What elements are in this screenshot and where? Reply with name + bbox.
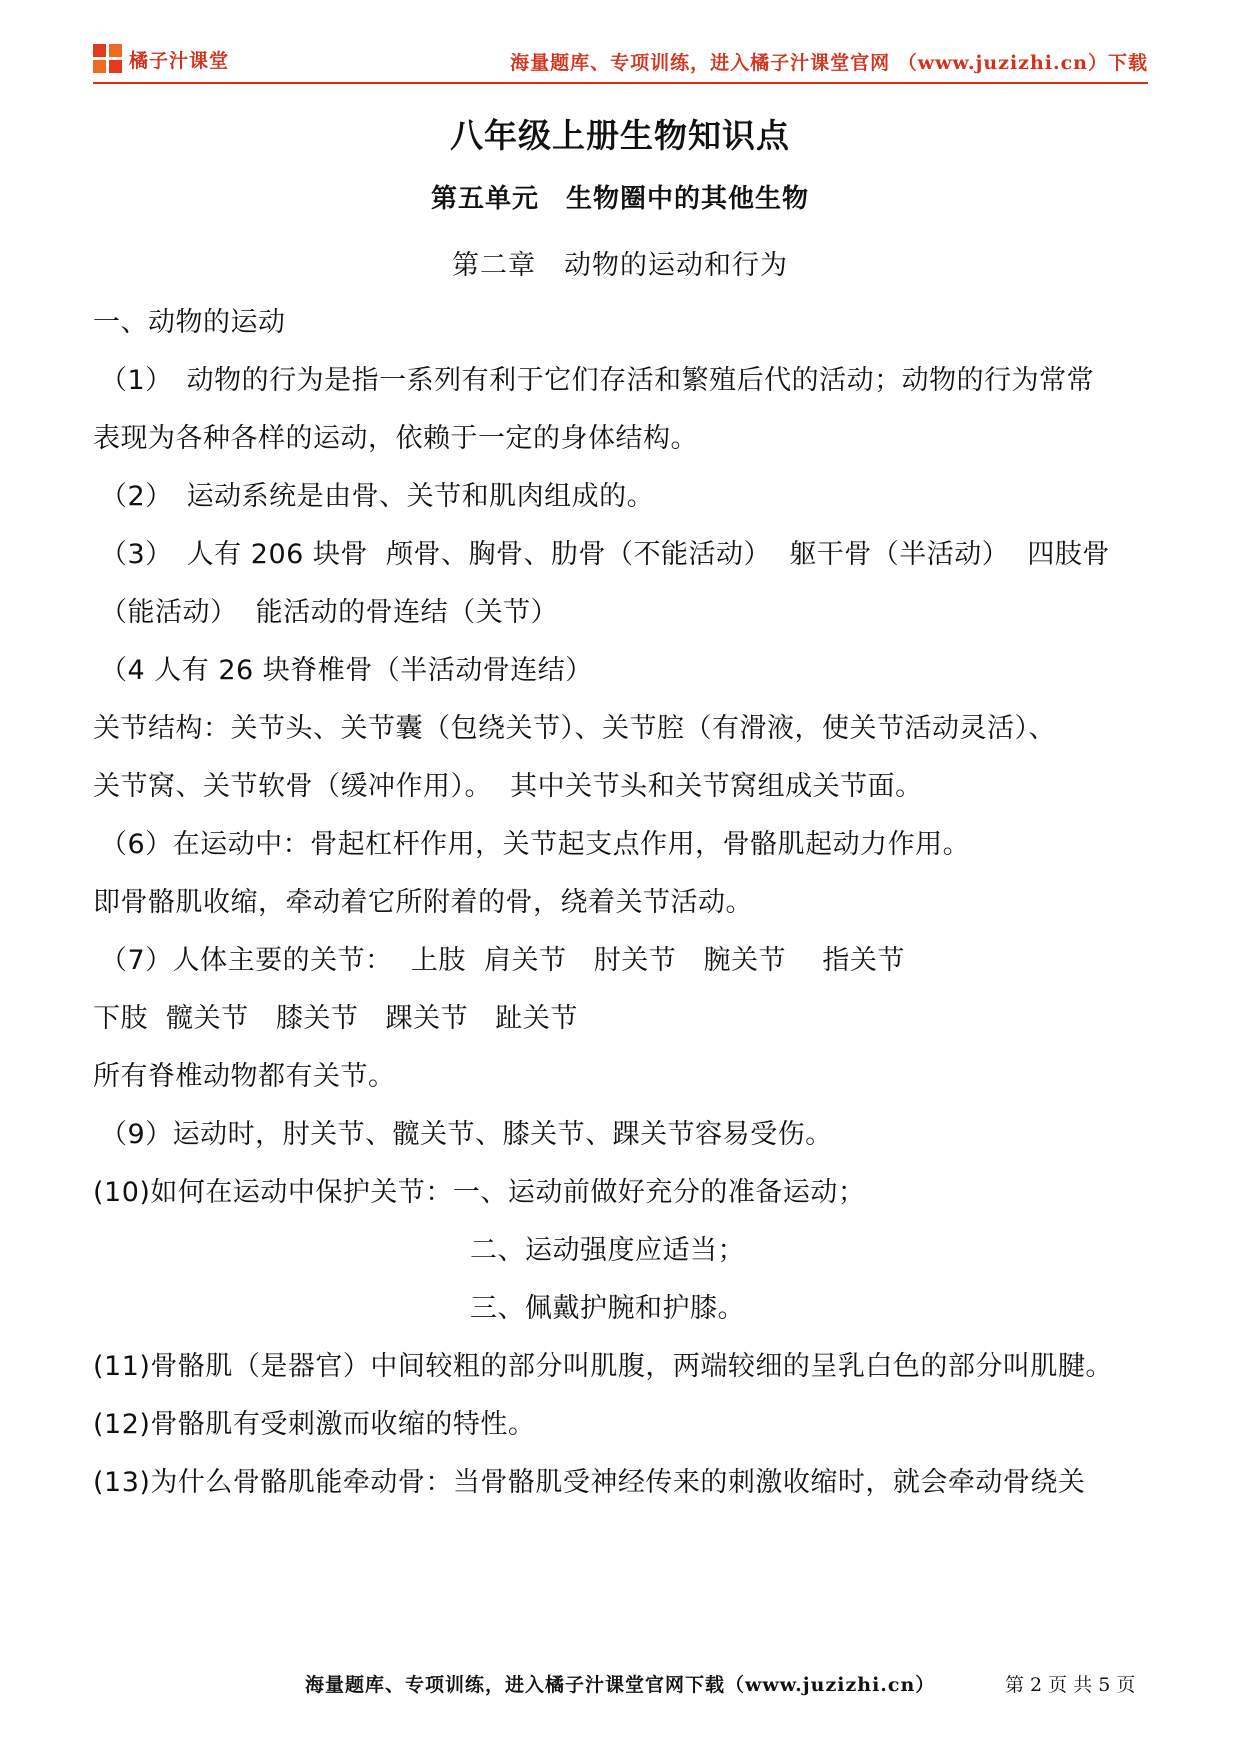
text-line: （4 人有 26 块脊椎骨（半活动骨连结） <box>100 655 593 686</box>
document-title: 八年级上册生物知识点 <box>450 116 790 155</box>
text-line: 表现为各种各样的运动，依赖于一定的身体结构。 <box>93 423 698 454</box>
unit-heading: 第五单元 生物圈中的其他生物 <box>430 184 809 214</box>
header-divider <box>93 82 1148 84</box>
brand-logo[interactable] <box>93 44 229 74</box>
text-line: 即骨骼肌收缩，牵动着它所附着的骨，绕着关节活动。 <box>93 887 753 918</box>
logo-text: 橘子汁课堂 <box>129 49 230 72</box>
text-line: (13)为什么骨骼肌能牵动骨：当骨骼肌受神经传来的刺激收缩时，就会牵动骨绕关 <box>93 1467 1086 1498</box>
page-number: 第 2 页 共 5 页 <box>1005 1674 1136 1696</box>
text-line: 所有脊椎动物都有关节。 <box>93 1061 396 1092</box>
section-heading: 一、动物的运动 <box>93 307 286 338</box>
text-line: 二、运动强度应适当； <box>470 1235 745 1266</box>
text-line: （1） 动物的行为是指一系列有利于它们存活和繁殖后代的活动；动物的行为常常 <box>100 365 1095 396</box>
text-line: (11)骨骼肌（是器官）中间较粗的部分叫肌腹，两端较细的呈乳白色的部分叫肌腱。 <box>93 1351 1113 1382</box>
text-line: （3） 人有 206 块骨 颅骨、胸骨、肋骨（不能活动） 躯干骨（半活动） 四肢骨 <box>100 539 1110 570</box>
footer-tagline: 海量题库、专项训练，进入橘子汁课堂官网下载（www.juzizhi.cn） <box>305 1674 936 1696</box>
text-line: （2） 运动系统是由骨、关节和肌肉组成的。 <box>100 481 655 512</box>
text-line: （能活动） 能活动的骨连结（关节） <box>100 597 559 628</box>
page-footer <box>0 1670 1240 1706</box>
text-line: 三、佩戴护腕和护膝。 <box>470 1293 745 1324</box>
page-header <box>93 42 1148 82</box>
logo-icon <box>93 44 123 74</box>
text-line: （9）运动时，肘关节、髋关节、膝关节、踝关节容易受伤。 <box>100 1119 833 1150</box>
header-tagline: 海量题库、专项训练，进入橘子汁课堂官网 （www.juzizhi.cn）下载 <box>510 52 1148 74</box>
text-line: （6）在运动中：骨起杠杆作用，关节起支点作用，骨骼肌起动力作用。 <box>100 829 971 860</box>
text-line: （7）人体主要的关节： 上肢 肩关节 肘关节 腕关节 指关节 <box>100 945 905 976</box>
text-line: (12)骨骼肌有受刺激而收缩的特性。 <box>93 1409 536 1440</box>
chapter-heading: 第二章 动物的运动和行为 <box>452 250 788 281</box>
text-line: (10)如何在运动中保护关节：一、运动前做好充分的准备运动； <box>93 1177 866 1208</box>
text-line: 关节结构：关节头、关节囊（包绕关节）、关节腔（有滑液，使关节活动灵活）、 <box>93 713 1056 744</box>
text-line: 关节窝、关节软骨（缓冲作用）。 其中关节头和关节窝组成关节面。 <box>93 771 923 802</box>
text-line: 下肢 髋关节 膝关节 踝关节 趾关节 <box>93 1003 578 1034</box>
